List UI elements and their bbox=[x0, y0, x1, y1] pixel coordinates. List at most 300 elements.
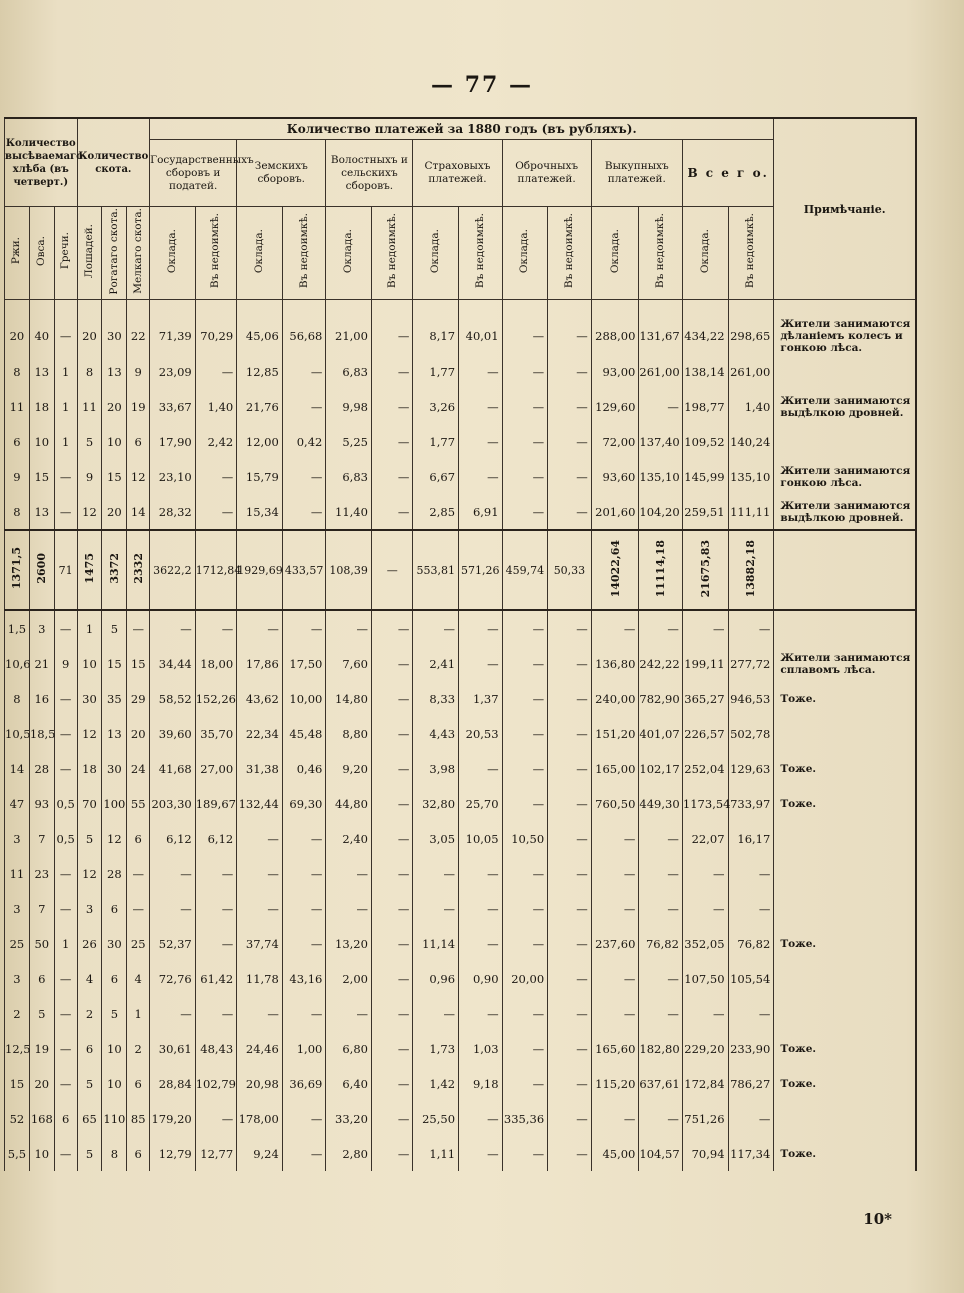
table-cell: 23,09 bbox=[150, 354, 196, 389]
table-cell: — bbox=[237, 610, 283, 646]
table-cell: 70 bbox=[77, 786, 102, 821]
table-cell: — bbox=[371, 610, 412, 646]
table-cell: — bbox=[371, 1066, 412, 1101]
col-ned-6: Въ недоимкѣ. bbox=[728, 207, 774, 300]
table-cell: 24 bbox=[127, 751, 150, 786]
col-cattle: Рогатаго скота. bbox=[102, 207, 127, 300]
table-cell: 16,17 bbox=[728, 821, 774, 856]
table-cell: 18 bbox=[77, 751, 102, 786]
table-cell: — bbox=[591, 610, 639, 646]
table-cell: 28,32 bbox=[150, 494, 196, 530]
table-cell: — bbox=[548, 926, 592, 961]
total-cell: 459,74 bbox=[502, 530, 548, 610]
col-okl-4: Оклада. bbox=[502, 207, 548, 300]
table-cell: 7 bbox=[29, 891, 54, 926]
table-cell: — bbox=[371, 354, 412, 389]
table-cell: — bbox=[502, 646, 548, 681]
table-cell: — bbox=[639, 1101, 683, 1136]
table-cell: 11,40 bbox=[326, 494, 372, 530]
table-cell: 30,61 bbox=[150, 1031, 196, 1066]
table-cell: 637,61 bbox=[639, 1066, 683, 1101]
table-cell: 233,90 bbox=[728, 1031, 774, 1066]
table-cell: — bbox=[371, 891, 412, 926]
col-horses: Лошадей. bbox=[77, 207, 102, 300]
table-cell: — bbox=[728, 996, 774, 1031]
table-cell: 152,26 bbox=[195, 681, 236, 716]
col-ned-4: Въ недоимкѣ. bbox=[548, 207, 592, 300]
table-cell: 237,60 bbox=[591, 926, 639, 961]
table-row bbox=[5, 318, 917, 354]
table-cell: 6,40 bbox=[326, 1066, 372, 1101]
table-cell: 12,77 bbox=[195, 1136, 236, 1171]
table-cell: 22,34 bbox=[237, 716, 283, 751]
table-cell: 3,26 bbox=[413, 389, 459, 424]
table-cell: 189,67 bbox=[195, 786, 236, 821]
table-cell: 140,24 bbox=[728, 424, 774, 459]
table-row bbox=[5, 1066, 917, 1101]
table-cell: 43,62 bbox=[237, 681, 283, 716]
table-cell: 1,77 bbox=[413, 424, 459, 459]
table-cell: — bbox=[282, 610, 326, 646]
table-cell: 199,11 bbox=[682, 646, 728, 681]
table-cell: — bbox=[282, 926, 326, 961]
table-cell: 44,80 bbox=[326, 786, 372, 821]
note-cell bbox=[774, 891, 916, 926]
note-cell bbox=[774, 821, 916, 856]
table-cell: — bbox=[54, 318, 77, 354]
col-oats: Овса. bbox=[29, 207, 54, 300]
table-cell: 10 bbox=[29, 424, 54, 459]
table-cell: 6 bbox=[29, 961, 54, 996]
table-cell: — bbox=[502, 786, 548, 821]
table-cell: 12,00 bbox=[237, 424, 283, 459]
table-cell: — bbox=[459, 891, 503, 926]
table-cell: — bbox=[237, 891, 283, 926]
table-cell: — bbox=[639, 996, 683, 1031]
table-cell: — bbox=[371, 389, 412, 424]
table-cell: 43,16 bbox=[282, 961, 326, 996]
table-cell: — bbox=[502, 856, 548, 891]
table-cell: 30 bbox=[77, 681, 102, 716]
table-cell: — bbox=[371, 424, 412, 459]
table-cell: 18,00 bbox=[195, 646, 236, 681]
table-cell: — bbox=[548, 891, 592, 926]
table-cell: 39,60 bbox=[150, 716, 196, 751]
note-cell: Тоже. bbox=[774, 1066, 916, 1101]
table-cell: — bbox=[728, 1101, 774, 1136]
table-cell: — bbox=[502, 1136, 548, 1171]
table-cell: — bbox=[548, 716, 592, 751]
table-cell: 6,12 bbox=[150, 821, 196, 856]
table-cell: 1 bbox=[54, 354, 77, 389]
note-cell: Тоже. bbox=[774, 751, 916, 786]
table-cell: 104,20 bbox=[639, 494, 683, 530]
table-cell: — bbox=[548, 961, 592, 996]
table-cell: — bbox=[682, 891, 728, 926]
table-cell: 2 bbox=[127, 1031, 150, 1066]
table-cell: 3 bbox=[77, 891, 102, 926]
table-row bbox=[5, 646, 917, 681]
table-cell: 15,34 bbox=[237, 494, 283, 530]
total-cell: 50,33 bbox=[548, 530, 592, 610]
table-cell: 72,76 bbox=[150, 961, 196, 996]
header-pay-redemption: Выкупныхъ платежей. bbox=[591, 140, 682, 207]
table-cell: 3 bbox=[29, 610, 54, 646]
table-cell: 182,80 bbox=[639, 1031, 683, 1066]
table-cell: 10,00 bbox=[282, 681, 326, 716]
table-cell: 3,05 bbox=[413, 821, 459, 856]
table-cell: 2,41 bbox=[413, 646, 459, 681]
table-cell: 23 bbox=[29, 856, 54, 891]
table-cell: 58,52 bbox=[150, 681, 196, 716]
table-cell: 2 bbox=[5, 996, 30, 1031]
table-cell: 3 bbox=[5, 961, 30, 996]
table-cell: 135,10 bbox=[639, 459, 683, 494]
table-cell: 136,80 bbox=[591, 646, 639, 681]
table-cell: 1 bbox=[127, 996, 150, 1031]
header-note: Примѣчаніе. bbox=[774, 118, 916, 300]
table-cell: — bbox=[326, 856, 372, 891]
table-cell: 22 bbox=[127, 318, 150, 354]
table-cell: — bbox=[502, 459, 548, 494]
table-cell: — bbox=[459, 610, 503, 646]
statistics-table bbox=[4, 117, 917, 1171]
table-cell: 12 bbox=[77, 716, 102, 751]
table-cell: 165,00 bbox=[591, 751, 639, 786]
table-cell: 252,04 bbox=[682, 751, 728, 786]
table-cell: 25 bbox=[127, 926, 150, 961]
table-cell: 1 bbox=[77, 610, 102, 646]
table-cell: 6 bbox=[127, 1066, 150, 1101]
table-cell: — bbox=[371, 926, 412, 961]
header-grain: Количество высѣваемаго хлѣба (въ четверт.) bbox=[5, 118, 78, 207]
table-cell: 178,00 bbox=[237, 1101, 283, 1136]
table-cell: — bbox=[371, 751, 412, 786]
table-cell: 10 bbox=[102, 1031, 127, 1066]
table-cell: 4 bbox=[77, 961, 102, 996]
table-row bbox=[5, 1136, 917, 1171]
table-row bbox=[5, 389, 917, 424]
total-cell: 21675,83 bbox=[682, 530, 728, 610]
table-cell: 6,12 bbox=[195, 821, 236, 856]
note-cell: Жители занимаются гонкою лѣса. bbox=[774, 459, 916, 494]
table-cell: 6 bbox=[54, 1101, 77, 1136]
total-cell: 71 bbox=[54, 530, 77, 610]
table-cell: — bbox=[459, 459, 503, 494]
table-cell: — bbox=[502, 996, 548, 1031]
table-cell: 85 bbox=[127, 1101, 150, 1136]
table-cell: 12 bbox=[127, 459, 150, 494]
table-row bbox=[5, 494, 917, 530]
table-cell: — bbox=[326, 891, 372, 926]
table-cell: 9 bbox=[5, 459, 30, 494]
table-cell: 10 bbox=[77, 646, 102, 681]
table-cell: 11 bbox=[5, 389, 30, 424]
table-cell: 2 bbox=[77, 996, 102, 1031]
table-cell: 5 bbox=[77, 821, 102, 856]
table-cell: 203,30 bbox=[150, 786, 196, 821]
table-cell: 15 bbox=[102, 646, 127, 681]
table-cell: 335,36 bbox=[502, 1101, 548, 1136]
table-cell: 21 bbox=[29, 646, 54, 681]
table-cell: — bbox=[548, 751, 592, 786]
table-cell: — bbox=[127, 891, 150, 926]
table-cell: 12 bbox=[102, 821, 127, 856]
table-cell: — bbox=[548, 318, 592, 354]
table-cell: 76,82 bbox=[728, 926, 774, 961]
table-cell: — bbox=[371, 1031, 412, 1066]
table-cell: — bbox=[237, 821, 283, 856]
table-cell: — bbox=[548, 856, 592, 891]
table-cell: — bbox=[502, 318, 548, 354]
total-cell: 1712,84 bbox=[195, 530, 236, 610]
table-cell: 10,6 bbox=[5, 646, 30, 681]
table-row bbox=[5, 891, 917, 926]
table-cell: 30 bbox=[102, 926, 127, 961]
table-cell: — bbox=[502, 354, 548, 389]
table-cell: 5 bbox=[77, 424, 102, 459]
table-cell: — bbox=[459, 856, 503, 891]
table-cell: 65 bbox=[77, 1101, 102, 1136]
table-cell: — bbox=[54, 961, 77, 996]
header-pay-zemstvo: Земскихъ сборовъ. bbox=[237, 140, 326, 207]
table-cell: 21,76 bbox=[237, 389, 283, 424]
table-cell: — bbox=[639, 389, 683, 424]
header-pay-volost: Волостныхъ и сельскихъ сборовъ. bbox=[326, 140, 413, 207]
table-cell: — bbox=[150, 856, 196, 891]
table-cell: 5 bbox=[102, 610, 127, 646]
header-pay-total: В с е г о. bbox=[682, 140, 773, 207]
table-cell: 18,5 bbox=[29, 716, 54, 751]
table-cell: 198,77 bbox=[682, 389, 728, 424]
table-cell: 29 bbox=[127, 681, 150, 716]
table-cell: 8 bbox=[5, 494, 30, 530]
table-cell: — bbox=[282, 354, 326, 389]
table-cell: 20,53 bbox=[459, 716, 503, 751]
table-cell: 2,80 bbox=[326, 1136, 372, 1171]
col-rye: Ржи. bbox=[5, 207, 30, 300]
table-cell: — bbox=[639, 610, 683, 646]
table-cell: 298,65 bbox=[728, 318, 774, 354]
table-row bbox=[5, 821, 917, 856]
table-cell: 105,54 bbox=[728, 961, 774, 996]
table-cell: 9,18 bbox=[459, 1066, 503, 1101]
table-cell: 110 bbox=[102, 1101, 127, 1136]
table-cell: 4,43 bbox=[413, 716, 459, 751]
table-row bbox=[5, 459, 917, 494]
table-cell: 401,07 bbox=[639, 716, 683, 751]
table-cell: 30 bbox=[102, 318, 127, 354]
table-cell: — bbox=[728, 891, 774, 926]
note-cell bbox=[774, 1101, 916, 1136]
total-cell: 571,26 bbox=[459, 530, 503, 610]
table-cell: — bbox=[195, 891, 236, 926]
table-cell: 6 bbox=[102, 961, 127, 996]
table-cell: — bbox=[502, 716, 548, 751]
table-cell: 104,57 bbox=[639, 1136, 683, 1171]
table-cell: — bbox=[459, 926, 503, 961]
table-cell: — bbox=[54, 751, 77, 786]
table-cell: 131,67 bbox=[639, 318, 683, 354]
note-cell: Тоже. bbox=[774, 926, 916, 961]
table-cell: 229,20 bbox=[682, 1031, 728, 1066]
col-okl-5: Оклада. bbox=[591, 207, 639, 300]
total-cell: 1475 bbox=[77, 530, 102, 610]
table-cell: — bbox=[502, 751, 548, 786]
table-cell: 6 bbox=[127, 821, 150, 856]
table-cell: 129,63 bbox=[728, 751, 774, 786]
table-cell: 760,50 bbox=[591, 786, 639, 821]
table-cell: — bbox=[459, 1136, 503, 1171]
table-cell: — bbox=[591, 996, 639, 1031]
table-row bbox=[5, 856, 917, 891]
table-cell: 151,20 bbox=[591, 716, 639, 751]
table-cell: 52,37 bbox=[150, 926, 196, 961]
table-cell: — bbox=[282, 996, 326, 1031]
total-cell: 1929,69 bbox=[237, 530, 283, 610]
table-cell: 22,07 bbox=[682, 821, 728, 856]
table-cell: 1,11 bbox=[413, 1136, 459, 1171]
table-cell: 946,53 bbox=[728, 681, 774, 716]
table-cell: — bbox=[150, 891, 196, 926]
col-ned-5: Въ недоимкѣ. bbox=[639, 207, 683, 300]
table-cell: — bbox=[371, 494, 412, 530]
table-cell: 36,69 bbox=[282, 1066, 326, 1101]
table-cell: 11,14 bbox=[413, 926, 459, 961]
table-cell: 0,42 bbox=[282, 424, 326, 459]
table-cell: 6,83 bbox=[326, 459, 372, 494]
table-cell: 6 bbox=[5, 424, 30, 459]
table-cell: 16 bbox=[29, 681, 54, 716]
table-cell: 28 bbox=[29, 751, 54, 786]
table-cell: 40 bbox=[29, 318, 54, 354]
table-cell: — bbox=[326, 996, 372, 1031]
table-cell: 288,00 bbox=[591, 318, 639, 354]
table-cell: 5,5 bbox=[5, 1136, 30, 1171]
note-cell: Тоже. bbox=[774, 786, 916, 821]
table-cell: 12,5 bbox=[5, 1031, 30, 1066]
table-cell: 48,43 bbox=[195, 1031, 236, 1066]
table-cell: 12 bbox=[77, 856, 102, 891]
table-cell: — bbox=[548, 996, 592, 1031]
col-ned-0: Въ недоимкѣ. bbox=[195, 207, 236, 300]
table-cell: 35,70 bbox=[195, 716, 236, 751]
table-cell: 2,40 bbox=[326, 821, 372, 856]
table-cell: 733,97 bbox=[728, 786, 774, 821]
header-payments: Количество платежей за 1880 годъ (въ рубляхъ). bbox=[150, 118, 774, 140]
table-cell: 25,70 bbox=[459, 786, 503, 821]
table-cell: 6,83 bbox=[326, 354, 372, 389]
table-cell: — bbox=[371, 681, 412, 716]
table-cell: 129,60 bbox=[591, 389, 639, 424]
table-cell: 8 bbox=[5, 354, 30, 389]
table-cell: — bbox=[195, 1101, 236, 1136]
table-cell: 9,98 bbox=[326, 389, 372, 424]
table-cell: 102,17 bbox=[639, 751, 683, 786]
table-cell: 6,67 bbox=[413, 459, 459, 494]
table-cell: — bbox=[502, 389, 548, 424]
table-cell: 201,60 bbox=[591, 494, 639, 530]
table-cell: — bbox=[548, 354, 592, 389]
table-cell: — bbox=[502, 610, 548, 646]
col-okl-2: Оклада. bbox=[326, 207, 372, 300]
table-cell: — bbox=[371, 996, 412, 1031]
table-cell: 20,00 bbox=[502, 961, 548, 996]
table-cell: 13,20 bbox=[326, 926, 372, 961]
table-cell: — bbox=[548, 1136, 592, 1171]
table-cell: — bbox=[548, 494, 592, 530]
table-row bbox=[5, 354, 917, 389]
table-cell: 40,01 bbox=[459, 318, 503, 354]
table-cell: 8 bbox=[102, 1136, 127, 1171]
table-cell: — bbox=[54, 891, 77, 926]
total-cell: 433,57 bbox=[282, 530, 326, 610]
table-cell: 6 bbox=[77, 1031, 102, 1066]
table-cell: 93,60 bbox=[591, 459, 639, 494]
header-pay-quitrent: Оброчныхъ платежей. bbox=[502, 140, 591, 207]
table-cell: 70,94 bbox=[682, 1136, 728, 1171]
col-okl-3: Оклада. bbox=[413, 207, 459, 300]
table-cell: 2,42 bbox=[195, 424, 236, 459]
table-cell: 449,30 bbox=[639, 786, 683, 821]
table-cell: 13 bbox=[102, 354, 127, 389]
table-cell: 240,00 bbox=[591, 681, 639, 716]
table-cell: 35 bbox=[102, 681, 127, 716]
note-cell: Тоже. bbox=[774, 1136, 916, 1171]
table-cell: 1 bbox=[54, 926, 77, 961]
table-cell: 61,42 bbox=[195, 961, 236, 996]
table-cell: 1173,54 bbox=[682, 786, 728, 821]
table-cell: — bbox=[502, 494, 548, 530]
table-row bbox=[5, 610, 917, 646]
table-cell: 17,86 bbox=[237, 646, 283, 681]
table-cell: 10 bbox=[29, 1136, 54, 1171]
table-cell: — bbox=[282, 1101, 326, 1136]
table-cell: — bbox=[54, 996, 77, 1031]
table-cell: — bbox=[459, 646, 503, 681]
table-cell: 11 bbox=[5, 856, 30, 891]
table-cell: 3 bbox=[5, 891, 30, 926]
table-cell: 6 bbox=[127, 1136, 150, 1171]
table-cell: 14 bbox=[127, 494, 150, 530]
table-cell: 1 bbox=[54, 424, 77, 459]
table-cell: — bbox=[682, 996, 728, 1031]
total-row bbox=[5, 530, 917, 610]
table-cell: 20 bbox=[127, 716, 150, 751]
table-cell: — bbox=[54, 459, 77, 494]
table-cell: 277,72 bbox=[728, 646, 774, 681]
table-cell: 6 bbox=[127, 424, 150, 459]
table-cell: 34,44 bbox=[150, 646, 196, 681]
table-cell: 71,39 bbox=[150, 318, 196, 354]
table-cell: 8,80 bbox=[326, 716, 372, 751]
header-pay-state: Государственныхъ сборовъ и податей. bbox=[150, 140, 237, 207]
table-cell: — bbox=[413, 996, 459, 1031]
table-cell: 9,20 bbox=[326, 751, 372, 786]
table-cell: 242,22 bbox=[639, 646, 683, 681]
note-cell: Тоже. bbox=[774, 1031, 916, 1066]
table-cell: 8,33 bbox=[413, 681, 459, 716]
table-body bbox=[5, 300, 917, 1172]
table-cell: — bbox=[548, 1101, 592, 1136]
table-cell: 27,00 bbox=[195, 751, 236, 786]
note-cell: Жители занимаются сплавомъ лѣса. bbox=[774, 646, 916, 681]
table-cell: — bbox=[548, 1066, 592, 1101]
statistics-table-wrapper bbox=[4, 117, 917, 1171]
table-cell: — bbox=[127, 856, 150, 891]
table-cell: 20 bbox=[102, 494, 127, 530]
total-cell: 3372 bbox=[102, 530, 127, 610]
